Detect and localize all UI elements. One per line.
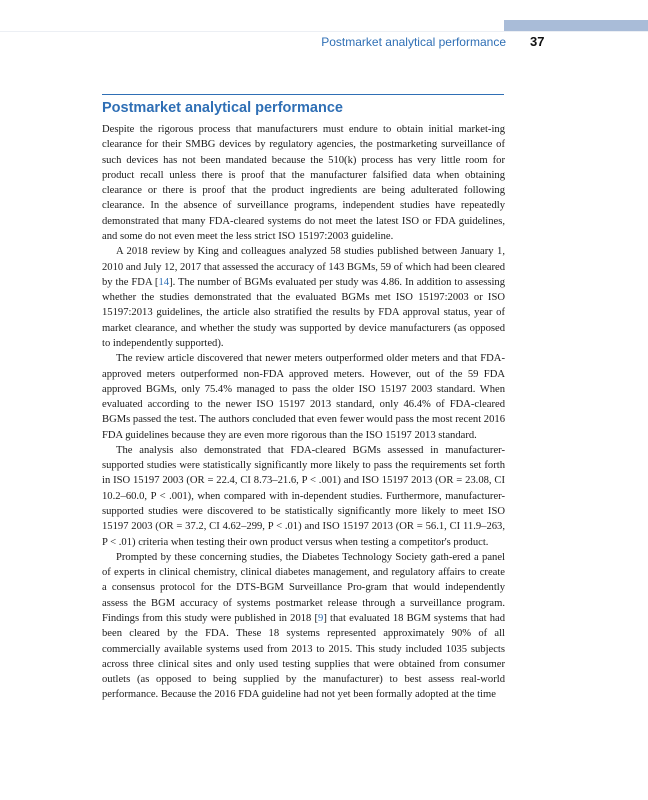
citation-link-9[interactable]: 9 (318, 613, 324, 624)
paragraph-2-text-b: ]. The number of BGMs evaluated per study was 4.86. In addition to assessing whether the studies demonstrated that the evaluated BGMs met ISO 15197:2003 or ISO 15197:2013 guidelines, the article also stratified the results by FDA approval status, year of market clearance, and whether the study was supported by device manufacturers (as opposed to independently supported). (102, 276, 505, 349)
running-header-title: Postmarket analytical performance (321, 35, 506, 49)
paragraph-1: Despite the rigorous process that manufacturers must endure to obtain initial market-ing clearance for their SMBG devices by regulatory agencies, the postmarketing surveillance of such devices has not been mandated because the 510(k) process has very little room for product recall unless there is proof that the manufacturer falsified data when obtaining clearance or there is proof that the product ingredients are being adulterated following clearance. In the absence of surveillance programs, independent studies have repeatedly demonstrated that many FDA-cleared systems do not meet the latest ISO or FDA guidelines, and some do not even meet the less strict ISO 15197:2003 guideline. (102, 124, 505, 242)
page-number: 37 (530, 34, 545, 49)
paragraph-5-text-a: Prompted by these concerning studies, the Diabetes Technology Society gath-ered a panel of experts in clinical chemistry, clinical diabetes management, and regulatory affairs to create a consensus protocol for the DTS-BGM Surveillance Pro-gram that would independently assess the BGM accuracy of systems postmarket release through a surveillance program. Findings from this study were published in 2018 [ (102, 551, 505, 624)
top-accent-bar (504, 20, 648, 31)
section-heading: Postmarket analytical performance (102, 100, 343, 116)
paragraph-2-text-a: A 2018 review by King and colleagues analyzed 58 studies published between January 1, 2010 and July 12, 2017 that assessed the accuracy of 143 BGMs, 59 of which had been cleared by the FDA [ (102, 246, 505, 288)
paragraph-3: The review article discovered that newer meters outperformed older meters and that FDA-approved meters outperformed non-FDA approved meters. However, out of the 59 FDA approved BGMs, only 75.4% managed to pass the older ISO 15197 2003 standard. When evaluated according to the newer ISO 15197 2013 standard, only 46.4% of FDA-cleared BGMs passed the test. The authors concluded that even fewer would pass the most recent 2016 FDA guidelines because they are even more rigorous than the ISO 15197 2013 standard. (102, 353, 505, 441)
paragraph-4: The analysis also demonstrated that FDA-cleared BGMs assessed in manufacturer-supported studies were statistically significantly more likely to pass the requirements set forth in ISO 15197 2003 (OR = 22.4, CI 8.73–21.6, P < .001) and ISO 15197 2013 (OR = 23.08, CI 10.2–60.0, P < .001), when compared with in-dependent studies. Furthermore, manufacturer-supported studies were discovered to be statistically significantly more likely to meet ISO 15197 2003 (OR = 37.2, CI 4.62–299, P < .01) and ISO 15197 2013 (OR = 56.1, CI 11.9–263, P < .01) criteria when testing their own product versus when testing a competitor's product. (102, 444, 505, 548)
citation-link-14[interactable]: 14 (158, 276, 170, 288)
header-rule (0, 31, 648, 32)
section-divider (102, 94, 504, 95)
paragraph-5 (102, 550, 505, 703)
paragraph-2 (102, 244, 505, 351)
body-text (102, 122, 505, 703)
paragraph-5-text-b: ] that evaluated 18 BGM systems that had been cleared by the FDA. These 18 systems represented approximately 90% of all commercially available systems used from 2013 to 2015. This study included 1035 subjects across three clinical sites and only used testing supplies that were obtained from consumer outlets (as opposed to being supplied by the manufacturer) to best assess real-world performance. Because the 2016 FDA guideline had not yet been formally adopted at the time (102, 613, 505, 701)
